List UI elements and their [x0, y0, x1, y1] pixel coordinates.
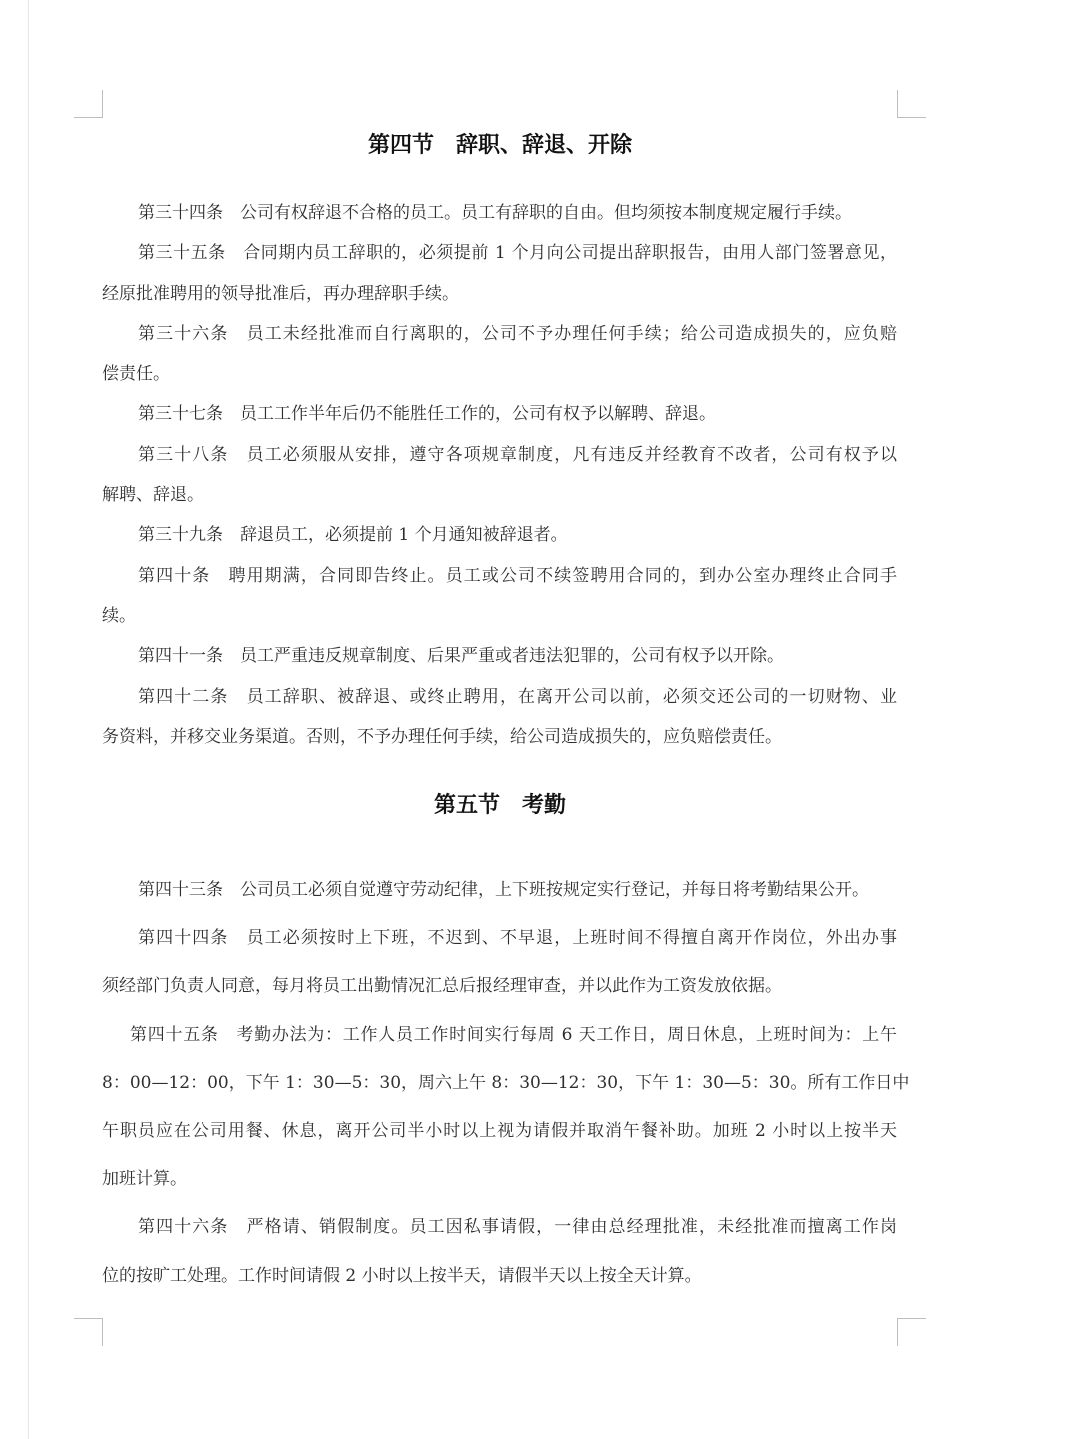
paragraph-line: 第三十六条 员工未经批准而自行离职的，公司不予办理任何手续；给公司造成损失的，应负赔	[138, 323, 897, 344]
paragraph-line: 位的按旷工处理。工作时间请假 2 小时以上按半天，请假半天以上按全天计算。	[102, 1265, 702, 1286]
paragraph-line: 务资料，并移交业务渠道。否则，不予办理任何手续，给公司造成损失的，应负赔偿责任。	[102, 726, 782, 747]
paragraph-line: 第三十四条 公司有权辞退不合格的员工。员工有辞职的自由。但均须按本制度规定履行手续。	[138, 203, 852, 223]
page-left-edge	[28, 0, 29, 1439]
article-paragraph	[102, 515, 897, 555]
section-5-body	[102, 866, 910, 1300]
paragraph-line: 8：00—12：00，下午 1：30—5：30，周六上午 8：30—12：30，下午 1：30—5：30。所有工作日中	[102, 1072, 910, 1093]
article-paragraph	[102, 1011, 910, 1204]
paragraph-line: 第四十六条 严格请、销假制度。员工因私事请假，一律由总经理批准，未经批准而擅离工作岗	[138, 1217, 897, 1238]
article-paragraph	[102, 1203, 897, 1299]
paragraph-line: 第三十七条 员工工作半年后仍不能胜任工作的，公司有权予以解聘、辞退。	[138, 404, 716, 425]
paragraph-line: 第三十五条 合同期内员工辞职的，必须提前 1 个月向公司提出辞职报告，由用人部门签署意见，	[138, 243, 897, 264]
section-5-heading: 第五节 考勤	[433, 792, 566, 818]
article-paragraph	[102, 394, 897, 434]
paragraph-line: 续。	[102, 605, 136, 626]
article-paragraph	[102, 314, 897, 395]
corner-mark-bottom-left	[74, 1318, 103, 1346]
article-paragraph	[102, 866, 897, 914]
article-paragraph	[102, 914, 897, 1010]
article-paragraph	[102, 556, 897, 637]
article-paragraph	[102, 193, 897, 233]
article-paragraph	[102, 636, 897, 676]
corner-mark-top-left	[74, 90, 103, 118]
paragraph-line: 第四十四条 员工必须按时上下班，不迟到、不早退，上班时间不得擅自离开作岗位，外出办事	[138, 928, 897, 949]
article-paragraph	[102, 233, 897, 314]
paragraph-line: 第四十三条 公司员工必须自觉遵守劳动纪律，上下班按规定实行登记，并每日将考勤结果公开。	[138, 880, 869, 900]
corner-mark-bottom-right	[897, 1318, 926, 1346]
paragraph-line: 加班计算。	[102, 1169, 187, 1190]
paragraph-line: 经原批准聘用的领导批准后，再办理辞职手续。	[102, 283, 459, 304]
paragraph-line: 第四十二条 员工辞职、被辞退、或终止聘用，在离开公司以前，必须交还公司的一切财物、业	[138, 686, 897, 707]
paragraph-line: 第三十八条 员工必须服从安排，遵守各项规章制度，凡有违反并经教育不改者，公司有权予以	[138, 444, 897, 465]
paragraph-line: 解聘、辞退。	[102, 485, 204, 506]
paragraph-line: 须经部门负责人同意，每月将员工出勤情况汇总后报经理审查，并以此作为工资发放依据。	[102, 976, 782, 997]
section-4-body	[102, 193, 897, 757]
paragraph-line: 第四十一条 员工严重违反规章制度、后果严重或者违法犯罪的，公司有权予以开除。	[138, 646, 784, 667]
article-paragraph	[102, 677, 897, 758]
paragraph-line: 第三十九条 辞退员工，必须提前 1 个月通知被辞退者。	[138, 525, 568, 546]
paragraph-line: 午职员应在公司用餐、休息，离开公司半小时以上视为请假并取消午餐补助。加班 2 小时以上按半天	[102, 1120, 897, 1141]
paragraph-line: 第四十五条 考勤办法为：工作人员工作时间实行每周 6 天工作日，周日休息，上班时间为：上午	[130, 1024, 897, 1045]
corner-mark-top-right	[897, 90, 926, 118]
paragraph-line: 第四十条 聘用期满，合同即告终止。员工或公司不续签聘用合同的，到办公室办理终止合同手	[138, 565, 897, 586]
paragraph-line: 偿责任。	[102, 364, 170, 385]
article-paragraph	[102, 435, 897, 516]
section-4-heading: 第四节 辞职、辞退、开除	[367, 132, 632, 158]
